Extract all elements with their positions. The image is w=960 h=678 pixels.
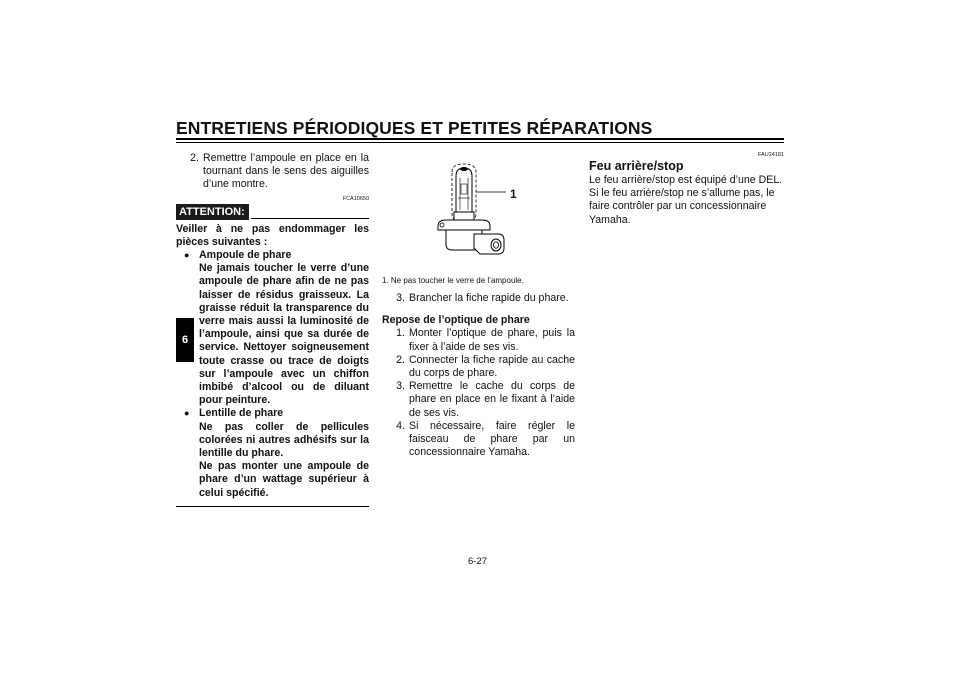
column-right <box>589 152 784 227</box>
reinstall-step <box>382 380 575 420</box>
column-middle <box>382 152 575 459</box>
header-rule-thick <box>176 138 784 140</box>
page-number: 6-27 <box>468 556 488 567</box>
step-text: Connecter la fiche rapide au cache du corps de phare. <box>409 353 575 380</box>
figure-caption: 1. Ne pas toucher le verre de l’ampoule. <box>382 276 524 285</box>
step-text: Remettre le cache du corps de phare en place en le fixant à l’aide de ses vis. <box>409 380 575 419</box>
warning-intro: Veiller à ne pas endommager les pièces suivantes : <box>176 222 369 248</box>
headlight-bulb-illustration <box>382 152 575 276</box>
step-number: 3. <box>396 292 405 304</box>
step-text: Remettre l’ampoule en place en la tournant dans le sens des aiguilles d’une montre. <box>203 152 369 191</box>
paragraph-led: Le feu arrière/stop est équipé d’une DEL. <box>589 174 783 186</box>
headlight-bulb-figure <box>382 152 575 276</box>
bullet-text: Ne pas coller de pellicules colorées ni autres adhésifs sur la lentille du phare. <box>199 420 369 460</box>
bullet-item-bulb <box>176 249 369 407</box>
bullet-dot-icon: ● <box>184 250 190 261</box>
section-title-tail-light: Feu arrière/stop <box>589 159 684 173</box>
step-text: Brancher la fiche rapide du phare. <box>409 292 569 304</box>
reinstall-step <box>382 354 575 380</box>
bullet-text-2: Ne pas monter une ampoule de phare d’un wattage supérieur à celui spécifié. <box>199 460 369 499</box>
reference-code: FAU24181 <box>758 152 784 158</box>
subheading-reinstall: Repose de l’optique de phare <box>382 314 530 327</box>
header-rule-thin <box>176 142 784 143</box>
step-number: 2. <box>190 152 199 164</box>
reinstall-step <box>382 327 575 353</box>
step-3-connector <box>382 292 575 305</box>
bullet-title: Lentille de phare <box>199 407 284 420</box>
page-header-title: ENTRETIENS PÉRIODIQUES ET PETITES RÉPARATIONS <box>176 118 653 138</box>
figure-callout-number: 1 <box>510 187 517 201</box>
step-number: 4. <box>396 419 405 432</box>
attention-end-rule <box>176 506 369 507</box>
step-text: Si nécessaire, faire régler le faisceau de phare par un concessionnaire Yamaha. <box>409 419 575 459</box>
paragraph-check: Si le feu arrière/stop ne s’allume pas, le faire contrôler par un concessionnaire Yamaha. <box>589 187 775 226</box>
step-number: 1. <box>396 327 405 340</box>
reinstall-step <box>382 420 575 460</box>
step-number: 2. <box>396 353 405 366</box>
bullet-item-lens <box>176 407 369 499</box>
reference-code: FCA10650 <box>342 195 369 202</box>
bullet-dot-icon: ● <box>184 408 190 419</box>
step-2-bulb <box>176 152 369 192</box>
attention-label: ATTENTION: <box>176 204 249 220</box>
chapter-tab: 6 <box>176 318 194 362</box>
bullet-text: Ne jamais toucher le verre d’une ampoule de phare afin de ne pas laisser de résidus graisseux. La graisse réduit la transparence du verre mais aussi la luminosité de l’ampoule, ainsi que sa durée de service. Nettoyer soigneusement toute crasse ou trace de doigts sur l’ampoule avec un chiffon imbibé d’alcool ou de diluant pour peinture. <box>199 262 369 407</box>
bullet-title: Ampoule de phare <box>199 249 292 262</box>
attention-header <box>176 204 369 220</box>
step-text: Monter l’optique de phare, puis la fixer à l’aide de ses vis. <box>409 327 575 353</box>
attention-rule <box>251 218 369 219</box>
column-left <box>176 152 369 507</box>
step-number: 3. <box>396 380 405 393</box>
